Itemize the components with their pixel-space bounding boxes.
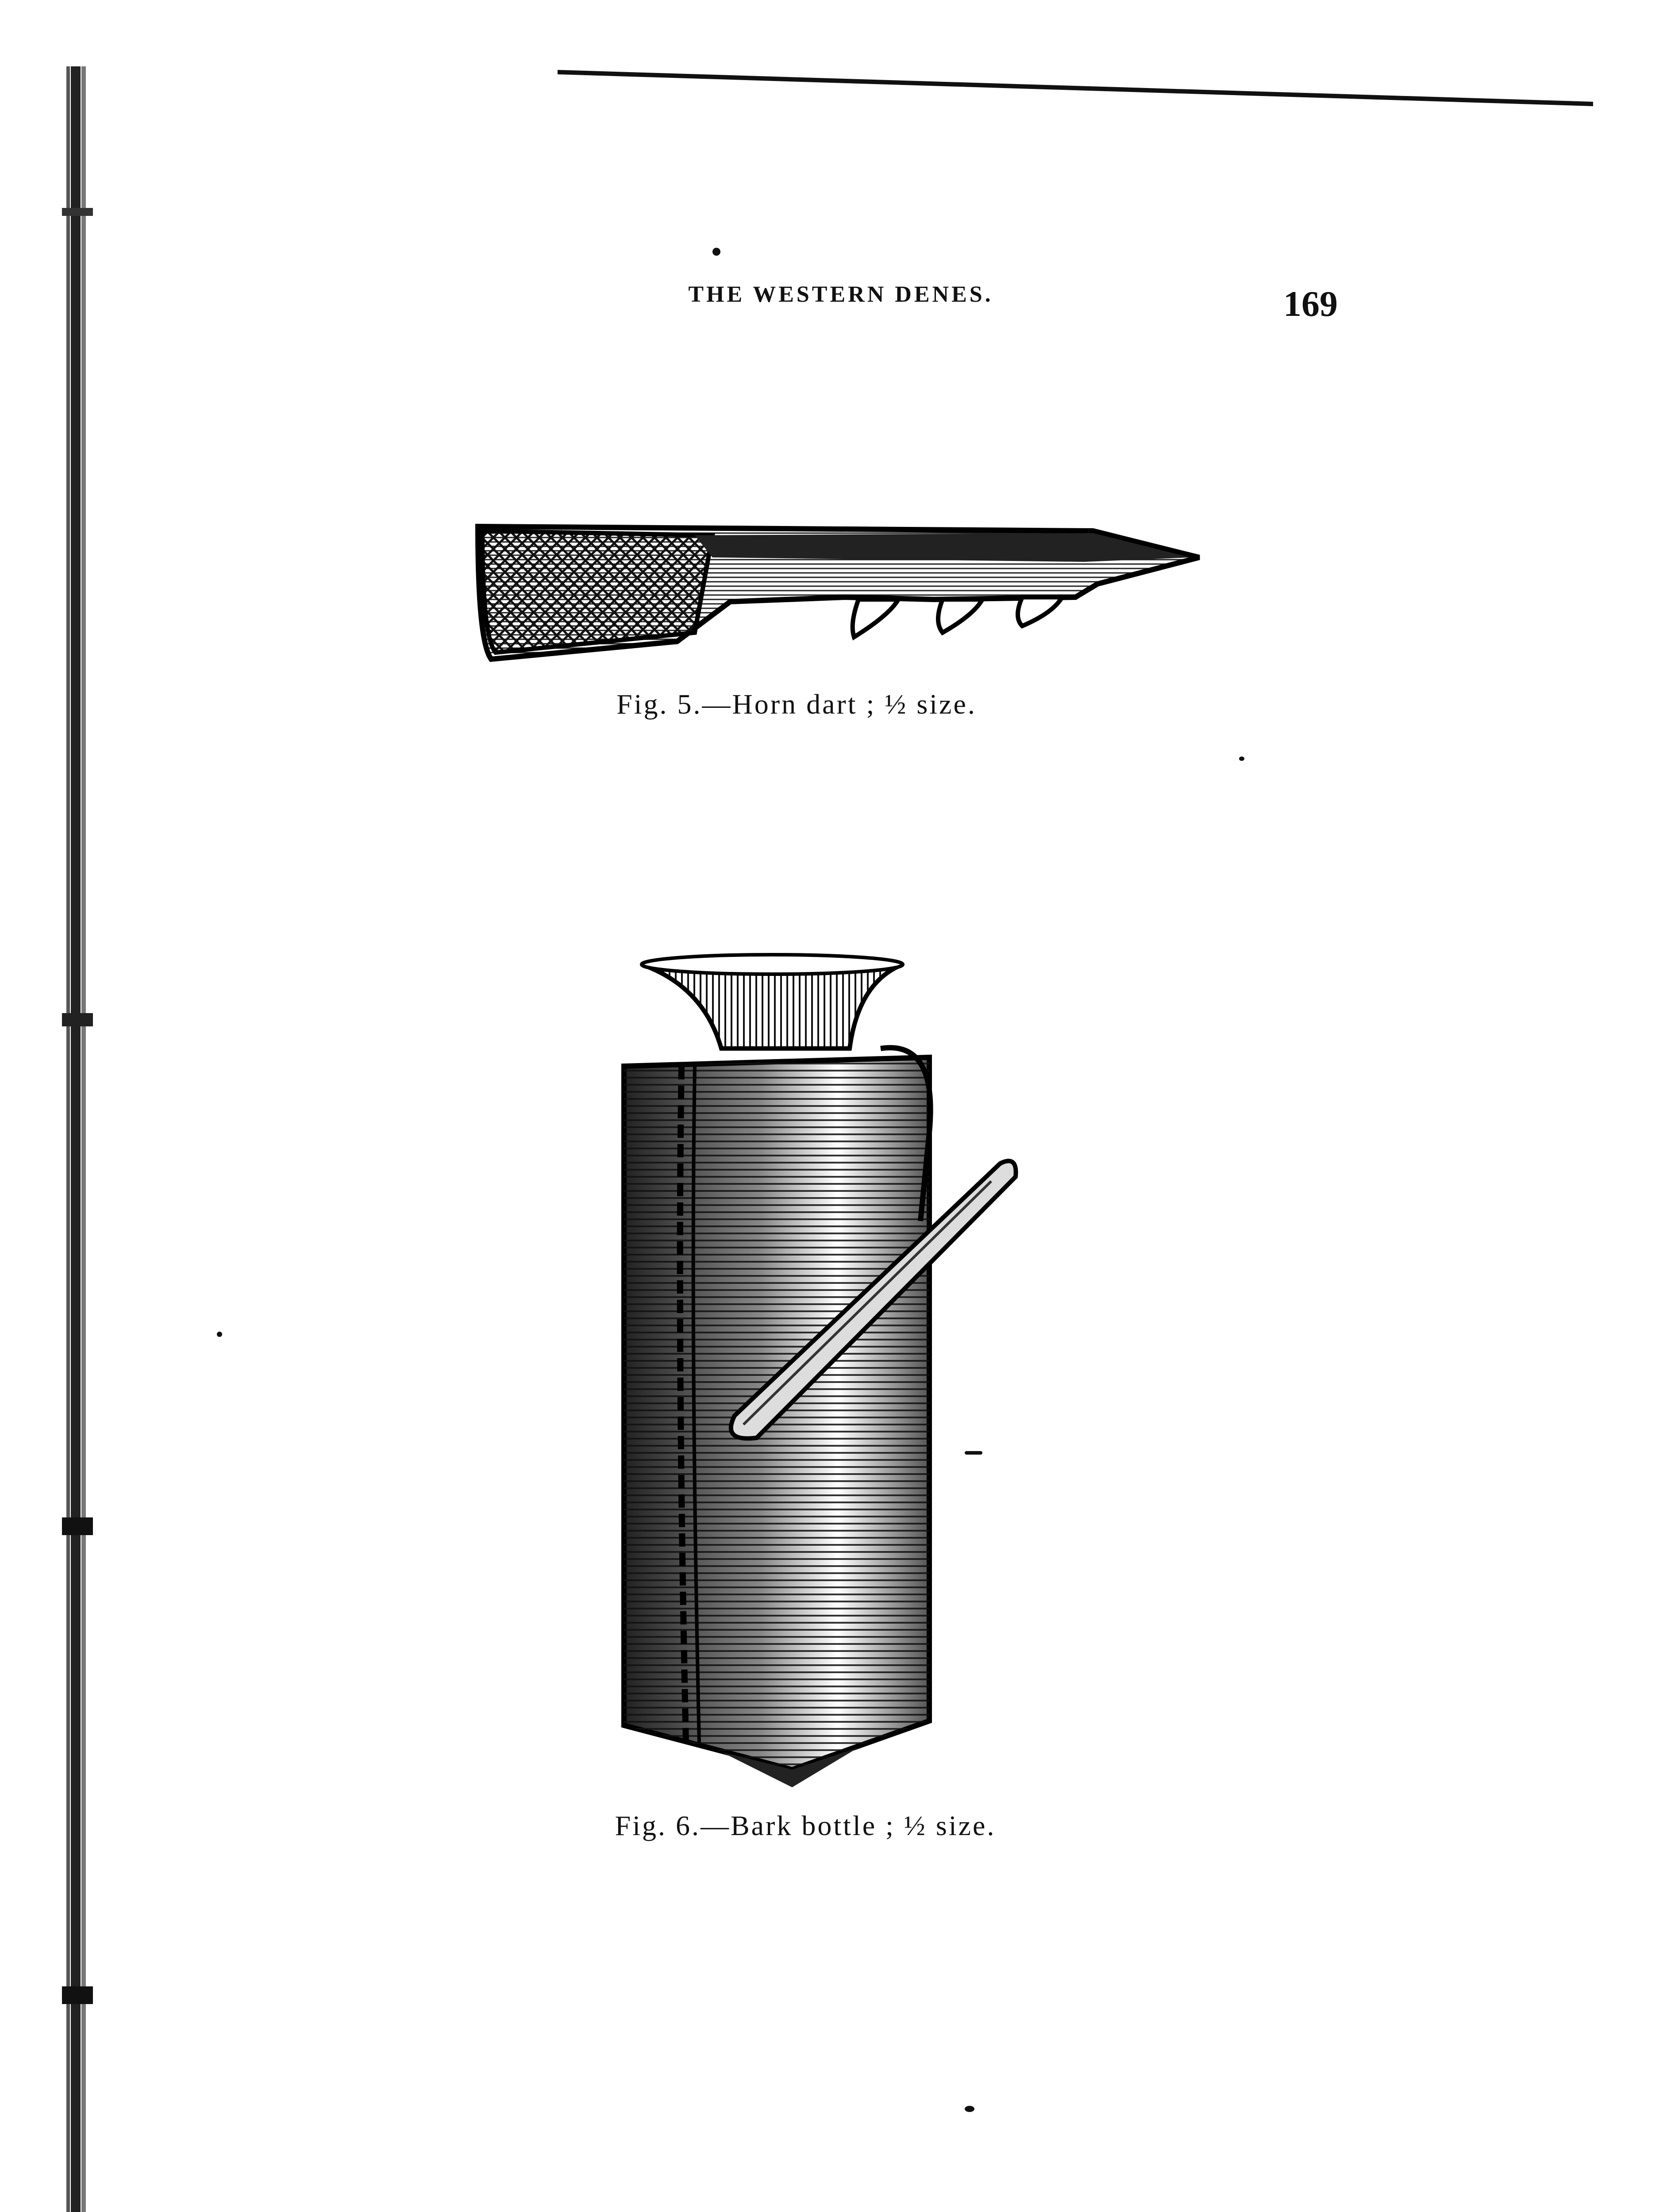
print-speck (712, 248, 720, 256)
figure-5-caption: Fig. 5.—Horn dart ; ½ size. (616, 688, 977, 720)
print-speck (1239, 757, 1244, 761)
page-number: 169 (1283, 284, 1338, 324)
running-head: THE WESTERN DENES. (688, 282, 993, 307)
print-speck (217, 1332, 222, 1337)
bark-bottle-illustration (611, 947, 1036, 1787)
horn-dart-illustration (465, 509, 1217, 677)
binding-edge (62, 66, 93, 2212)
top-rule (558, 66, 1593, 111)
print-speck (965, 1451, 982, 1455)
figure-6-caption: Fig. 6.—Bark bottle ; ½ size. (615, 1810, 996, 1841)
print-speck (965, 2106, 974, 2112)
